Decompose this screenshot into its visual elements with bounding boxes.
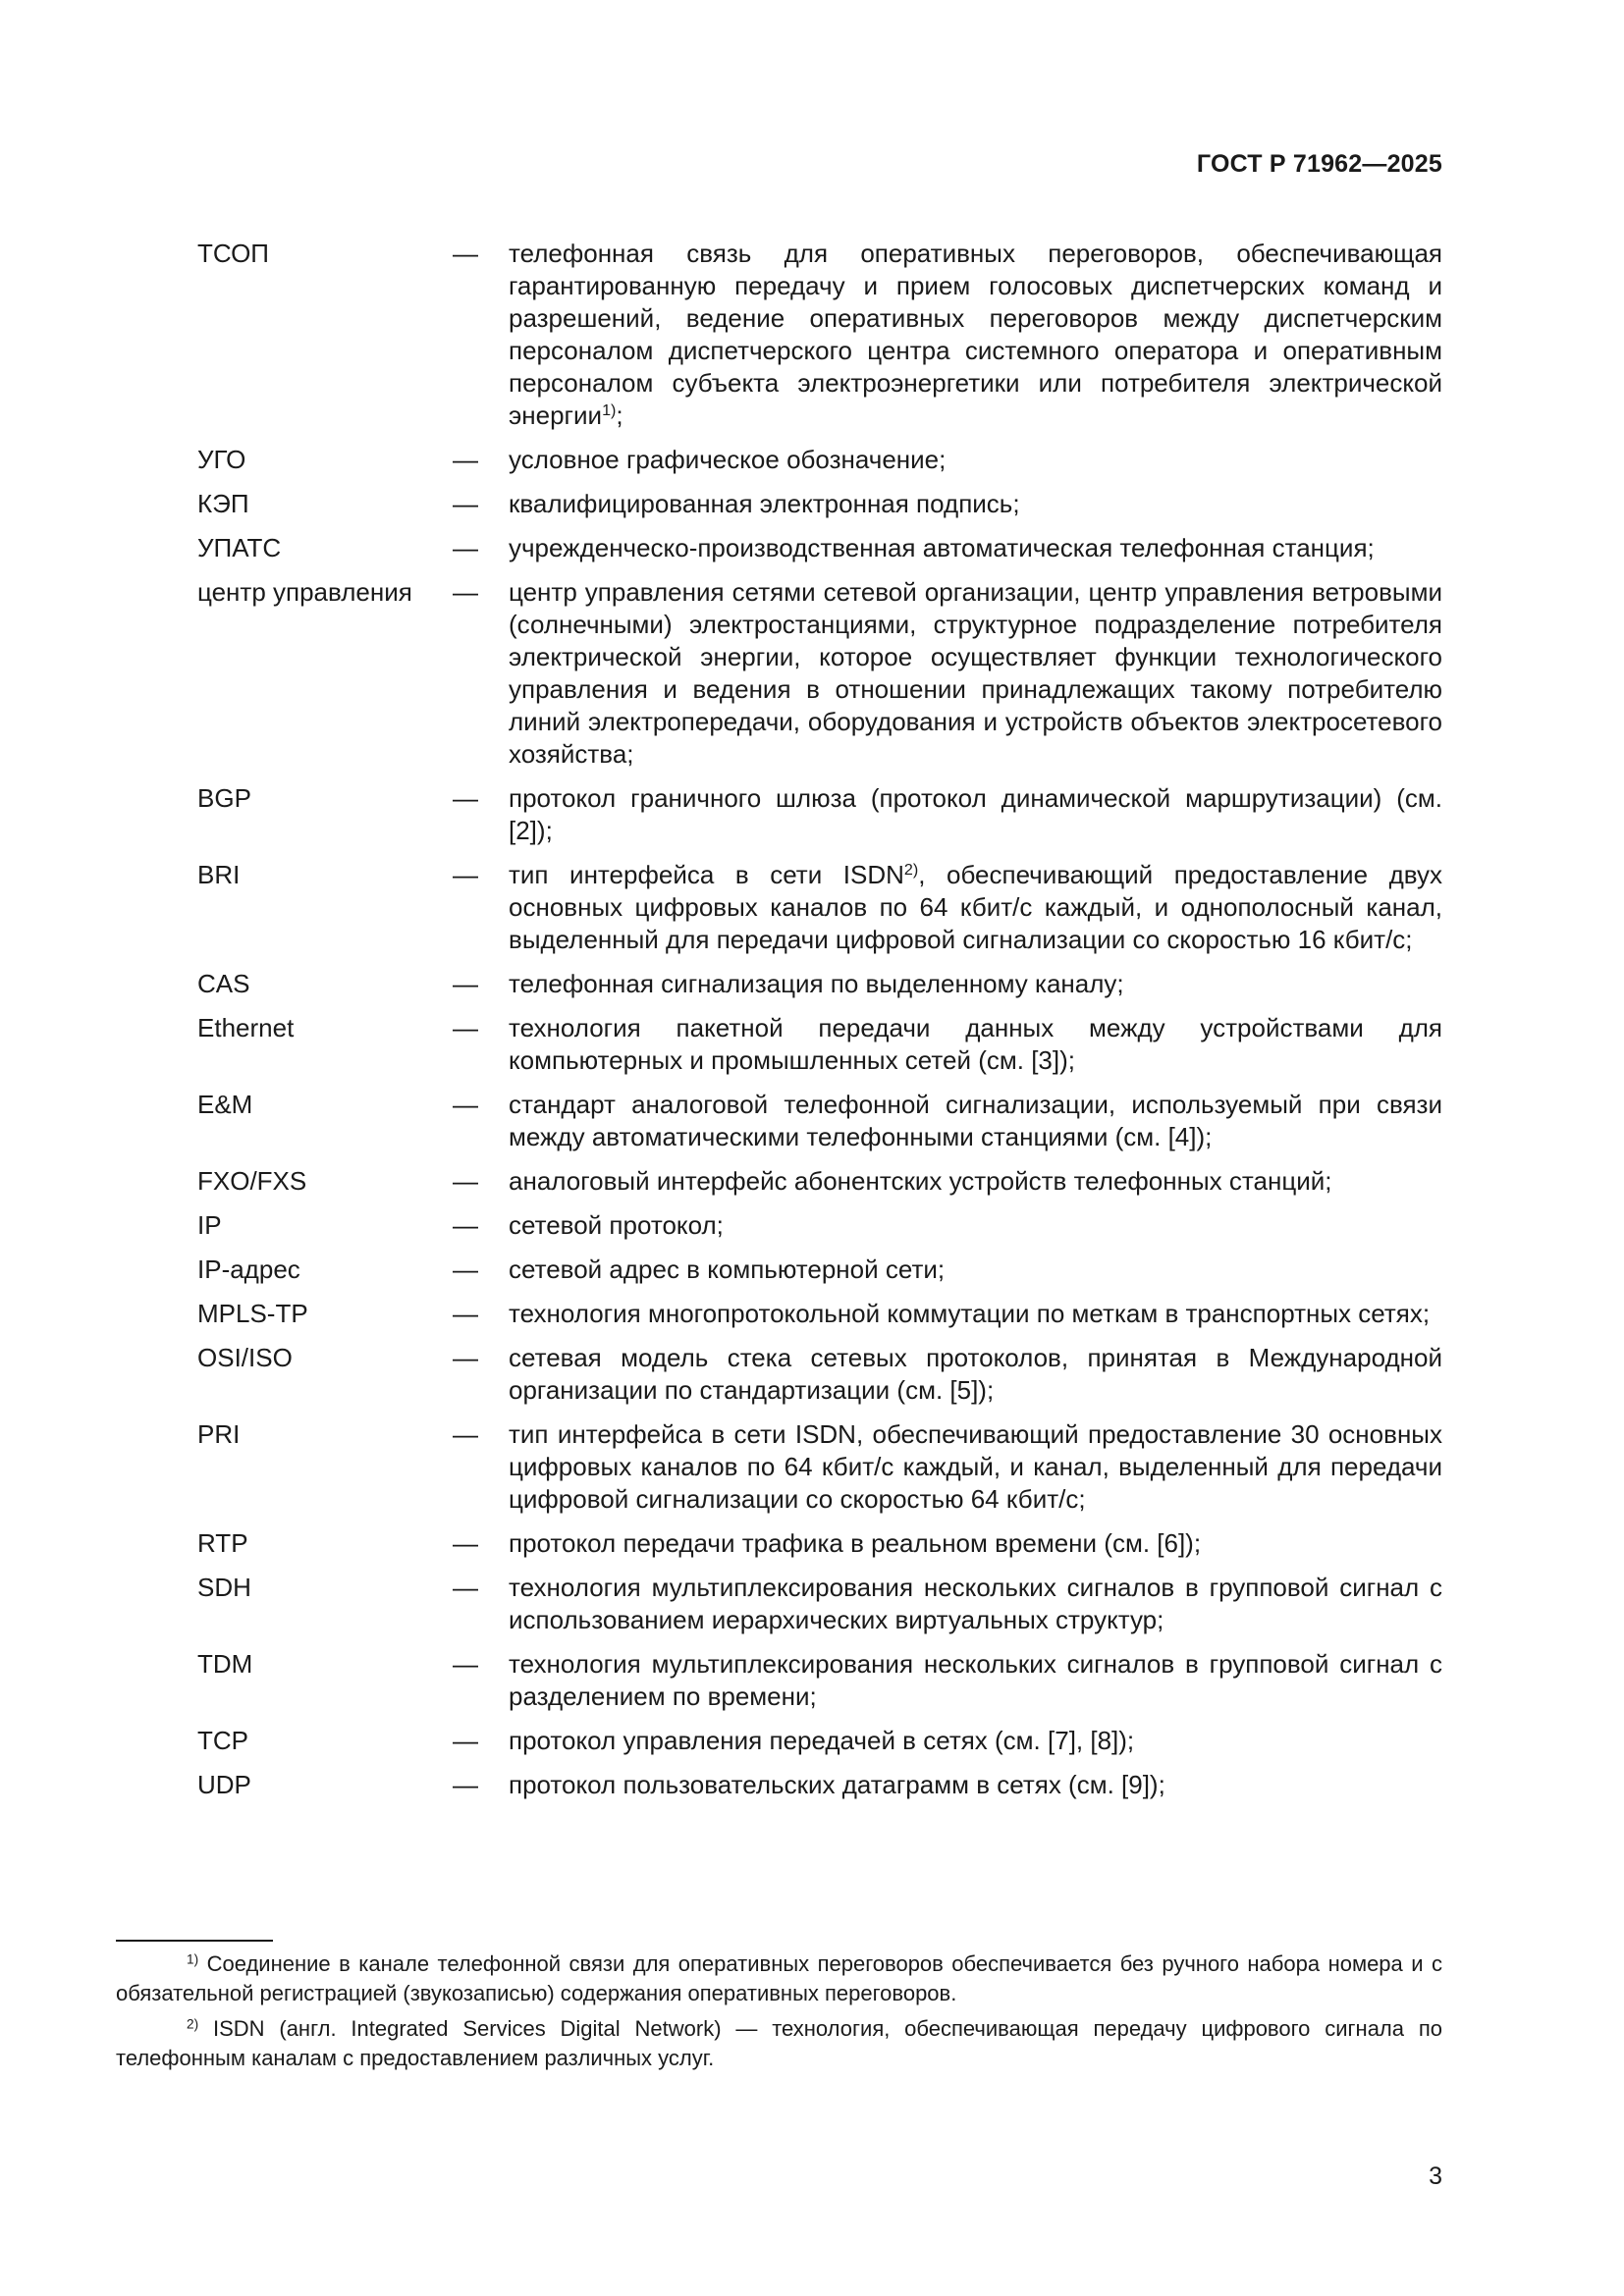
definition-term: УГО <box>197 445 246 474</box>
definition-term: TCP <box>197 1726 248 1755</box>
definition-dash: — <box>453 533 478 562</box>
abbreviations-list <box>197 238 1442 1813</box>
definition-text <box>509 1342 1442 1407</box>
definition-term: PRI <box>197 1419 241 1449</box>
definition-row <box>197 782 1442 847</box>
definition-row <box>197 238 1442 432</box>
page-number: 3 <box>1429 2163 1442 2190</box>
definition-text <box>509 1418 1442 1516</box>
definition-term: UDP <box>197 1770 251 1799</box>
definition-row <box>197 1769 1442 1801</box>
definition-text <box>509 532 1442 564</box>
definition-dash: — <box>453 1649 478 1679</box>
definition-row <box>197 1572 1442 1636</box>
footnote-text: Соединение в канале телефонной связи для оперативных переговоров обеспечивается без ручного набора номера и с обязательной регистрацией (звукозаписью) содержания оперативных переговоров. <box>116 1951 1442 2005</box>
definition-body: сетевая модель стека сетевых протоколов, принятая в Международной организации по стандартизации (см. [5]); <box>509 1343 1442 1405</box>
definition-body-continued: , обеспечивающий предоставление двух основных цифровых каналов по 64 кбит/с каждый, и однополосный канал, выделенный для передачи цифровой сигнализации со скоростью 16 кбит/с; <box>509 860 1442 954</box>
definition-body: учрежденческо-производственная автоматическая телефонная станция; <box>509 533 1375 562</box>
definition-dash: — <box>453 239 478 268</box>
definition-term: Ethernet <box>197 1013 295 1042</box>
definition-term: IP <box>197 1210 222 1240</box>
definition-term: E&M <box>197 1090 253 1119</box>
definition-dash: — <box>453 445 478 474</box>
definition-text <box>509 1165 1442 1198</box>
definition-term: IP-адрес <box>197 1255 300 1284</box>
definition-text <box>509 1012 1442 1077</box>
definition-body: технология мультиплексирования нескольких сигналов в групповой сигнал с разделением по времени; <box>509 1649 1442 1711</box>
definition-body: условное графическое обозначение; <box>509 445 947 474</box>
definition-term: MPLS-TP <box>197 1299 308 1328</box>
definition-term: ТСОП <box>197 239 269 268</box>
document-code-header: ГОСТ Р 71962—2025 <box>1196 150 1442 178</box>
definition-dash: — <box>453 489 478 518</box>
definition-text <box>509 968 1442 1000</box>
definition-row <box>197 1648 1442 1713</box>
definition-text <box>509 444 1442 476</box>
footnotes <box>116 1949 1442 2079</box>
definition-term: CAS <box>197 969 250 998</box>
definition-body: технология мультиплексирования нескольких сигналов в групповой сигнал с использованием иерархических виртуальных структур; <box>509 1573 1442 1634</box>
definition-text <box>509 1254 1442 1286</box>
definition-row <box>197 1298 1442 1330</box>
definition-row <box>197 1342 1442 1407</box>
footnote-text: ISDN (англ. Integrated Services Digital Network) — технология, обеспечивающая передачу цифрового сигнала по телефонным каналам с предоставлением различных услуг. <box>116 2016 1442 2070</box>
definition-dash: — <box>453 1013 478 1042</box>
footnote <box>116 1949 1442 2008</box>
definition-body: протокол пользовательских датаграмм в сетях (см. [9]); <box>509 1770 1165 1799</box>
definition-text <box>509 1089 1442 1153</box>
footnote-mark: 2) <box>187 2016 199 2032</box>
definition-row <box>197 968 1442 1000</box>
definition-text <box>509 782 1442 847</box>
definition-term: BGP <box>197 783 251 813</box>
definition-dash: — <box>453 1343 478 1372</box>
definition-body: аналоговый интерфейс абонентских устройств телефонных станций; <box>509 1166 1332 1196</box>
definition-row <box>197 1418 1442 1516</box>
definition-dash: — <box>453 1573 478 1602</box>
definition-text <box>509 859 1442 956</box>
definition-dash: — <box>453 1255 478 1284</box>
definition-term: RTP <box>197 1528 248 1558</box>
definition-row <box>197 488 1442 520</box>
definition-row <box>197 1089 1442 1153</box>
definition-text <box>509 1298 1442 1330</box>
definition-term: центр управления <box>197 577 412 607</box>
definition-row <box>197 859 1442 956</box>
definition-body: телефонная связь для оперативных переговоров, обеспечивающая гарантированную передачу и прием голосовых диспетчерских команд и разрешений, ведение оперативных переговоров между диспетчерским персоналом диспетчерского центра системного оператора и оперативным персоналом субъекта электроэнергетики или потребителя электрической энергии <box>509 239 1442 430</box>
definition-body: тип интерфейса в сети ISDN, обеспечивающий предоставление 30 основных цифровых каналов по 64 кбит/с каждый, и канал, выделенный для передачи цифровой сигнализации со скоростью 64 кбит/с; <box>509 1419 1442 1514</box>
definition-dash: — <box>453 1770 478 1799</box>
definition-body: телефонная сигнализация по выделенному каналу; <box>509 969 1124 998</box>
footnote <box>116 2014 1442 2073</box>
footnote-mark: 1) <box>187 1951 199 1967</box>
definition-row <box>197 1725 1442 1757</box>
definition-dash: — <box>453 1726 478 1755</box>
definition-dash: — <box>453 1419 478 1449</box>
definition-row <box>197 576 1442 771</box>
definition-text <box>509 1572 1442 1636</box>
footnote-separator <box>116 1940 273 1942</box>
definition-term: FXO/FXS <box>197 1166 307 1196</box>
definition-dash: — <box>453 1166 478 1196</box>
definition-body: технология многопротокольной коммутации по меткам в транспортных сетях; <box>509 1299 1431 1328</box>
footnote-reference: 2) <box>903 861 919 880</box>
definition-row <box>197 444 1442 476</box>
definition-term: КЭП <box>197 489 249 518</box>
definition-body: протокол граничного шлюза (протокол динамической маршрутизации) (см. [2]); <box>509 783 1442 845</box>
definition-dash: — <box>453 1528 478 1558</box>
definition-text <box>509 1648 1442 1713</box>
definition-term: SDH <box>197 1573 251 1602</box>
definition-body: центр управления сетями сетевой организации, центр управления ветровыми (солнечными) электростанциями, структурное подразделение потребителя электрической энергии, которое осуществляет функции технологического управления и ведения в отношении принадлежащих такому потребителю линий электропередачи, оборудования и устройств объектов электросетевого хозяйства; <box>509 577 1442 769</box>
definition-dash: — <box>453 577 478 607</box>
definition-row <box>197 1254 1442 1286</box>
definition-term: OSI/ISO <box>197 1343 293 1372</box>
definition-text <box>509 1725 1442 1757</box>
footnote-reference: 1) <box>602 401 617 420</box>
definition-text <box>509 1209 1442 1242</box>
definition-text <box>509 488 1442 520</box>
definition-row <box>197 1165 1442 1198</box>
definition-row <box>197 1209 1442 1242</box>
definition-body: сетевой протокол; <box>509 1210 724 1240</box>
definition-term: УПАТС <box>197 533 282 562</box>
definition-body: тип интерфейса в сети ISDN <box>509 860 904 889</box>
definition-dash: — <box>453 1210 478 1240</box>
definition-text <box>509 576 1442 771</box>
definition-term: BRI <box>197 860 241 889</box>
definition-dash: — <box>453 1090 478 1119</box>
definition-body: стандарт аналоговой телефонной сигнализации, используемый при связи между автоматическими телефонными станциями (см. [4]); <box>509 1090 1442 1151</box>
definition-text <box>509 1527 1442 1560</box>
definition-body: протокол управления передачей в сетях (см. [7], [8]); <box>509 1726 1135 1755</box>
definition-body: сетевой адрес в компьютерной сети; <box>509 1255 946 1284</box>
definition-dash: — <box>453 1299 478 1328</box>
definition-body-continued: ; <box>616 400 623 430</box>
definition-row <box>197 1527 1442 1560</box>
definition-body: технология пакетной передачи данных между устройствами для компьютерных и промышленных сетей (см. [3]); <box>509 1013 1442 1075</box>
definition-dash: — <box>453 860 478 889</box>
definition-body: протокол передачи трафика в реальном времени (см. [6]); <box>509 1528 1202 1558</box>
definition-text <box>509 238 1442 432</box>
definition-text <box>509 1769 1442 1801</box>
definition-row <box>197 1012 1442 1077</box>
definition-body: квалифицированная электронная подпись; <box>509 489 1020 518</box>
definition-dash: — <box>453 969 478 998</box>
definition-row <box>197 532 1442 564</box>
definition-dash: — <box>453 783 478 813</box>
definition-term: TDM <box>197 1649 253 1679</box>
